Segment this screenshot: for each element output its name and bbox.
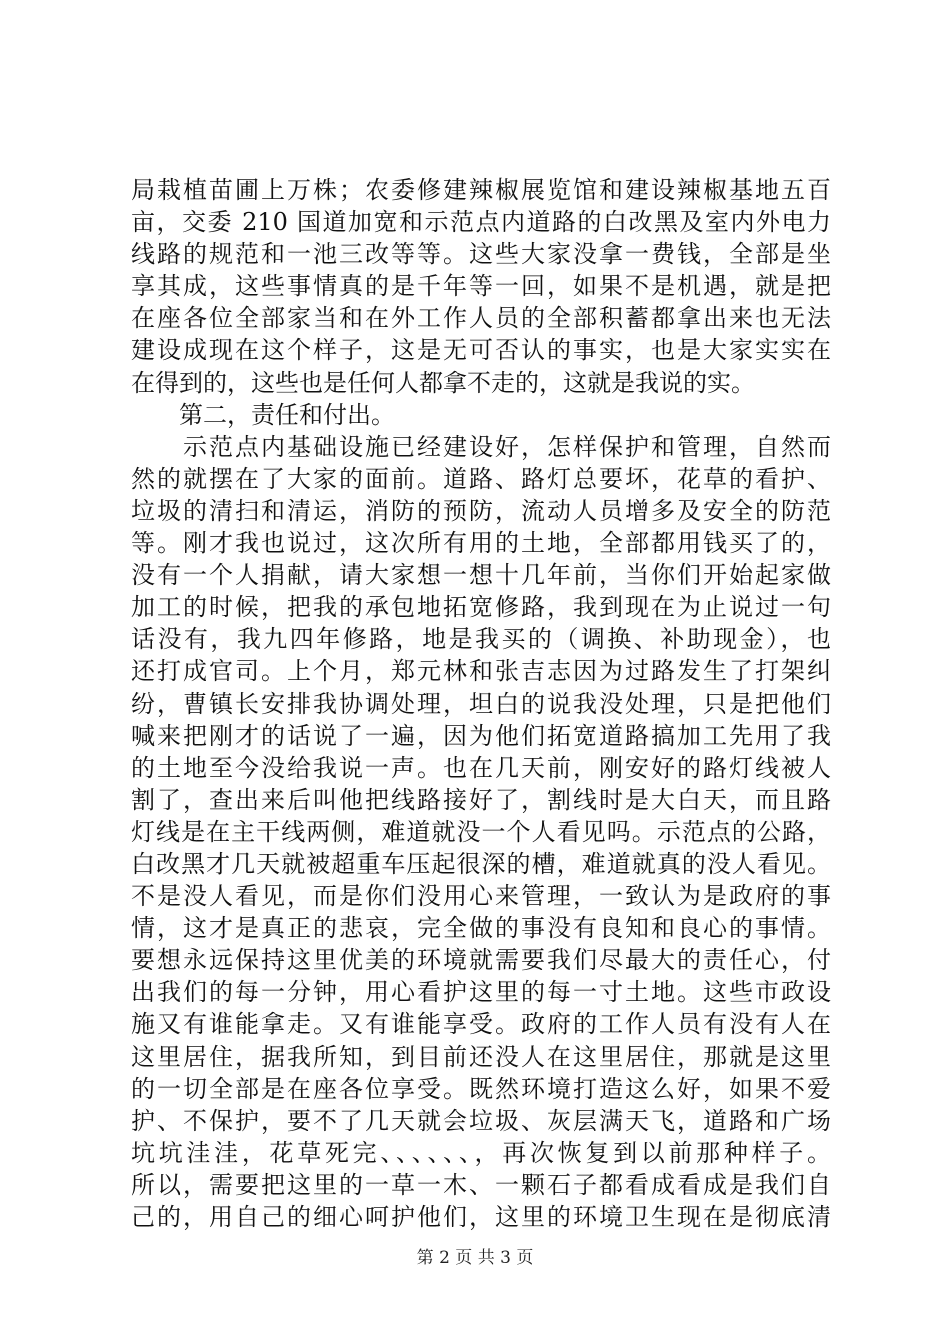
text-line: 情，这才是真正的悲哀，完全做的事没有良知和良心的事情。 (131, 914, 831, 943)
text-line: 施又有谁能拿走。又有谁能享受。政府的工作人员有没有人在 (131, 1010, 831, 1039)
text-line: 等。刚才我也说过，这次所有用的土地，全部都用钱买了的， (131, 529, 831, 558)
text-line: 纷，曹镇长安排我协调处理，坦白的说我没处理，只是把他们 (131, 689, 831, 718)
text-line: 线路的规范和一池三改等等。这些大家没拿一费钱，全部是坐 (131, 240, 831, 269)
text-line: 加工的时候，把我的承包地拓宽修路，我到现在为止说过一句 (131, 593, 831, 622)
text-line: 坑坑洼洼，花草死完、、、、、、，再次恢复到以前那种样子。 (131, 1138, 831, 1167)
text-line: 建设成现在这个样子，这是无可否认的事实，也是大家实实在 (131, 336, 831, 365)
text-line: 护、不保护，要不了几天就会垃圾、灰层满天飞，道路和广场 (131, 1106, 831, 1135)
text-line: 没有一个人捐献，请大家想一想十几年前，当你们开始起家做 (131, 561, 831, 590)
text-line: 白改黑才几天就被超重车压起很深的槽，难道就真的没人看见。 (131, 849, 831, 878)
text-line: 不是没人看见，而是你们没用心来管理，一致认为是政府的事 (131, 882, 831, 911)
text-line: 的一切全部是在座各位享受。既然环境打造这么好，如果不爱 (131, 1074, 831, 1103)
text-line: 出我们的每一分钟，用心看护这里的每一寸土地。这些市政设 (131, 978, 831, 1007)
text-line: 割了，查出来后叫他把线路接好了，割线时是大白天，而且路 (131, 785, 831, 814)
text-line: 所以，需要把这里的一草一木、一颗石子都看成看成是我们自 (131, 1170, 831, 1199)
text-line: 的土地至今没给我说一声。也在几天前，刚安好的路灯线被人 (131, 753, 831, 782)
text-line: 话没有，我九四年修路，地是我买的（调换、补助现金），也 (131, 625, 831, 654)
text-line: 还打成官司。上个月，郑元林和张吉志因为过路发生了打架纠 (131, 657, 831, 686)
text-line: 第二，责任和付出。 (131, 400, 395, 429)
text-line: 喊来把刚才的话说了一遍，因为他们拓宽道路搞加工先用了我 (131, 721, 831, 750)
text-line: 局栽植苗圃上万株；农委修建辣椒展览馆和建设辣椒基地五百 (131, 176, 831, 204)
text-line: 灯线是在主干线两侧，难道就没一个人看见吗。示范点的公路， (131, 817, 831, 846)
text-line: 享其成，这些事情真的是千年等一回，如果不是机遇，就是把 (131, 272, 831, 301)
text-line: 示范点内基础设施已经建设好，怎样保护和管理，自然而 (131, 432, 831, 461)
text-line: 在座各位全部家当和在外工作人员的全部积蓄都拿出来也无法 (131, 304, 831, 333)
body-text (131, 174, 831, 1233)
text-line: 要想永远保持这里优美的环境就需要我们尽最大的责任心，付 (131, 946, 831, 975)
text-line: 己的，用自己的细心呵护他们，这里的环境卫生现在是彻底清 (131, 1203, 831, 1231)
page-footer: 第 2 页 共 3 页 (416, 1248, 534, 1268)
text-line: 垃圾的清扫和清运，消防的预防，流动人员增多及安全的防范 (131, 496, 831, 525)
text-line: 在得到的，这些也是任何人都拿不走的，这就是我说的实。 (131, 368, 755, 397)
text-line: 这里居住，据我所知，到目前还没人在这里居住，那就是这里 (131, 1042, 831, 1071)
text-line: 然的就摆在了大家的面前。道路、路灯总要坏，花草的看护、 (131, 464, 831, 493)
text-line: 亩，交委 210 国道加宽和示范点内道路的白改黑及室内外电力 (131, 208, 831, 237)
